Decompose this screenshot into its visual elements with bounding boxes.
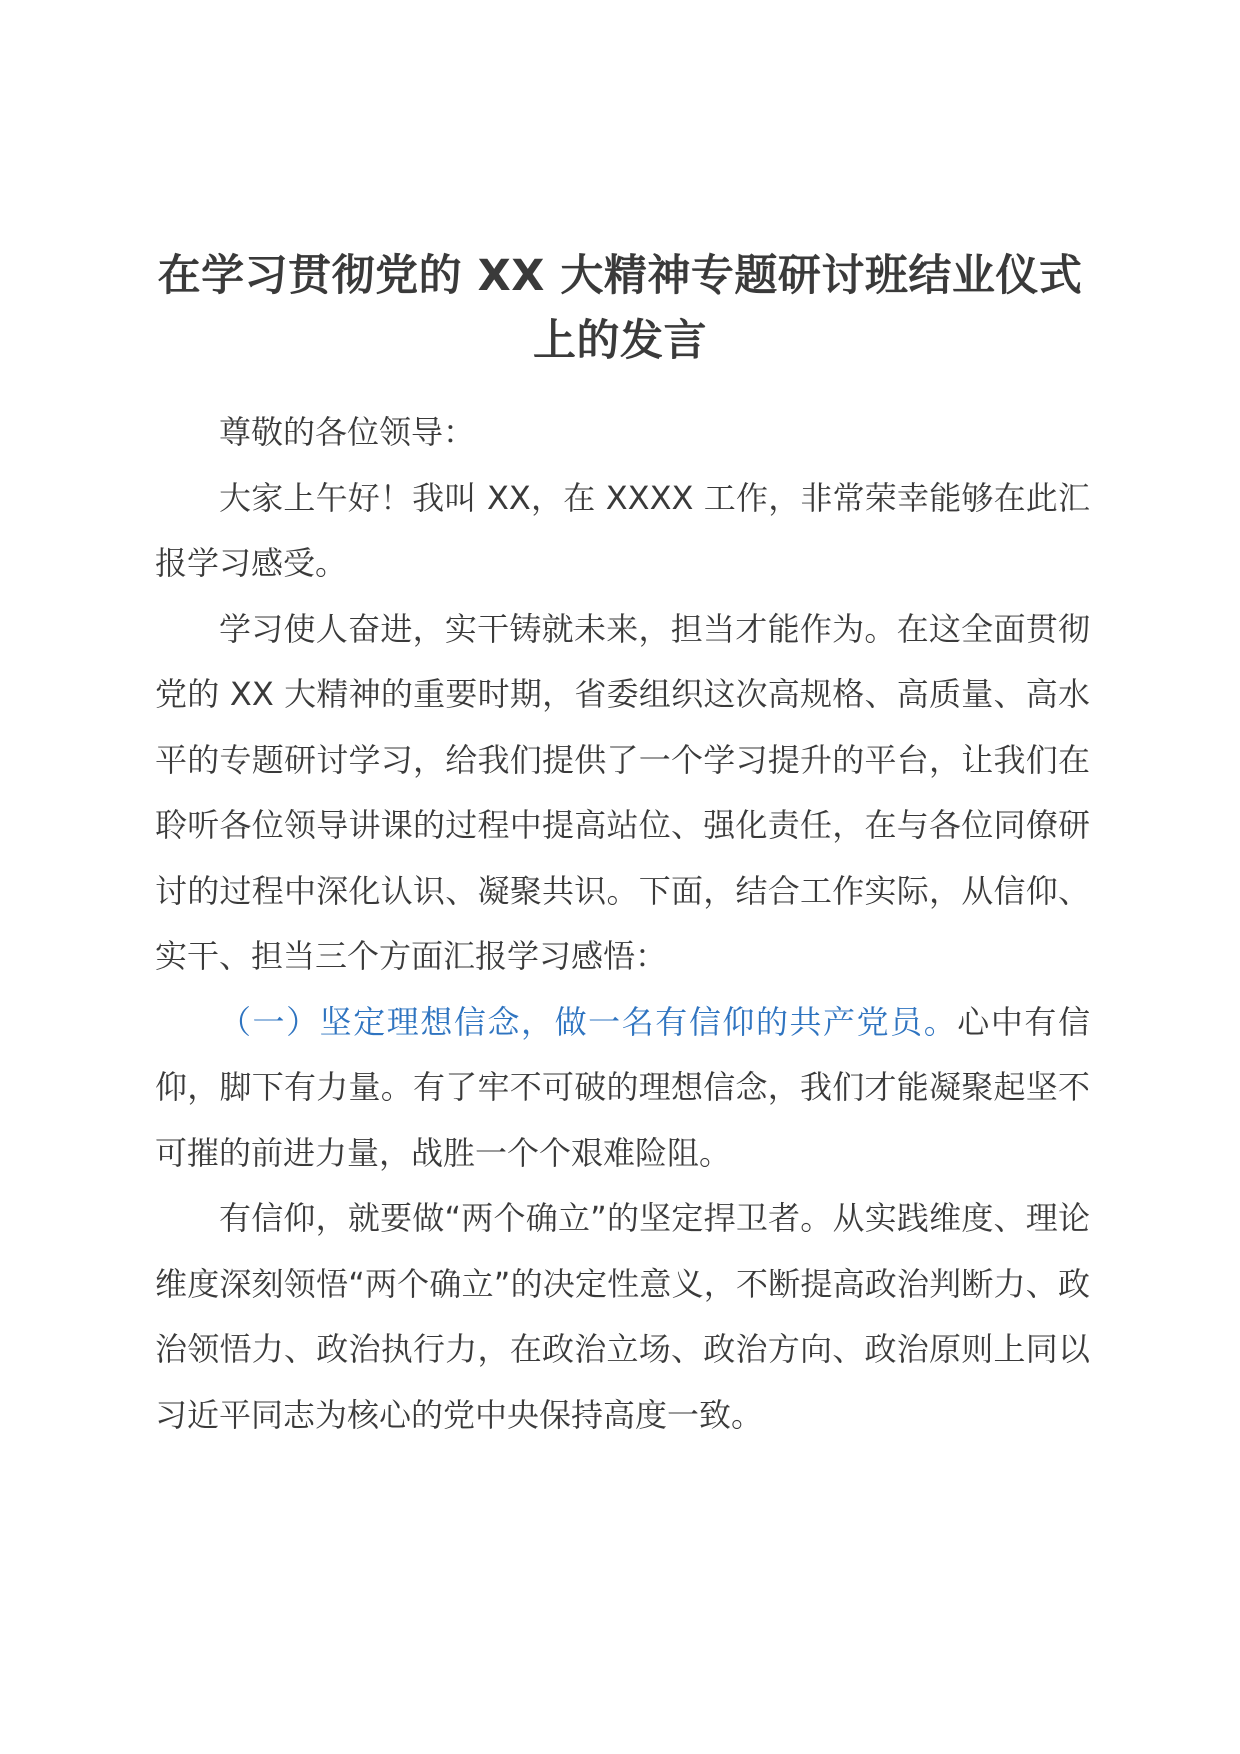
paragraph-context: 学习使人奋进，实干铸就未来，担当才能作为。在这全面贯彻党的 XX 大精神的重要时期，省委组织这次高规格、高质量、高水平的专题研讨学习，给我们提供了一个学习提升的平台，让我们在聆听各位领导讲课的过程中提高站位、强化责任，在与各位同僚研讨的过程中深化认识、凝聚共识。下面，结合工作实际，从信仰、实干、担当三个方面汇报学习感悟： [155, 609, 1090, 975]
section-heading: （一）坚定理想信念，做一名有信仰的共产党员。 [219, 1002, 958, 1041]
section-text: 心中有信仰，脚下有力量。有了牢不可破的理想信念，我们才能凝聚起坚不可摧的前进力量，战胜一个个艰难险阻。 [155, 1002, 1090, 1172]
paragraph-section-1-point: 有信仰，就要做“两个确立”的坚定捍卫者。从实践维度、理论维度深刻领悟“两个确立”的决定性意义，不断提高政治判断力、政治领悟力、政治执行力，在政治立场、政治方向、政治原则上同以习近平同志为核心的党中央保持高度一致。 [155, 1199, 1090, 1434]
paragraph-section-1 [155, 990, 1090, 1187]
document-title: 在学习贯彻党的 XX 大精神专题研讨班结业仪式上的发言 [157, 251, 1083, 366]
document-body [155, 400, 1090, 1448]
paragraph-intro: 大家上午好！我叫 XX，在 XXXX 工作，非常荣幸能够在此汇报学习感受。 [155, 478, 1090, 582]
salutation: 尊敬的各位领导： [219, 413, 476, 451]
